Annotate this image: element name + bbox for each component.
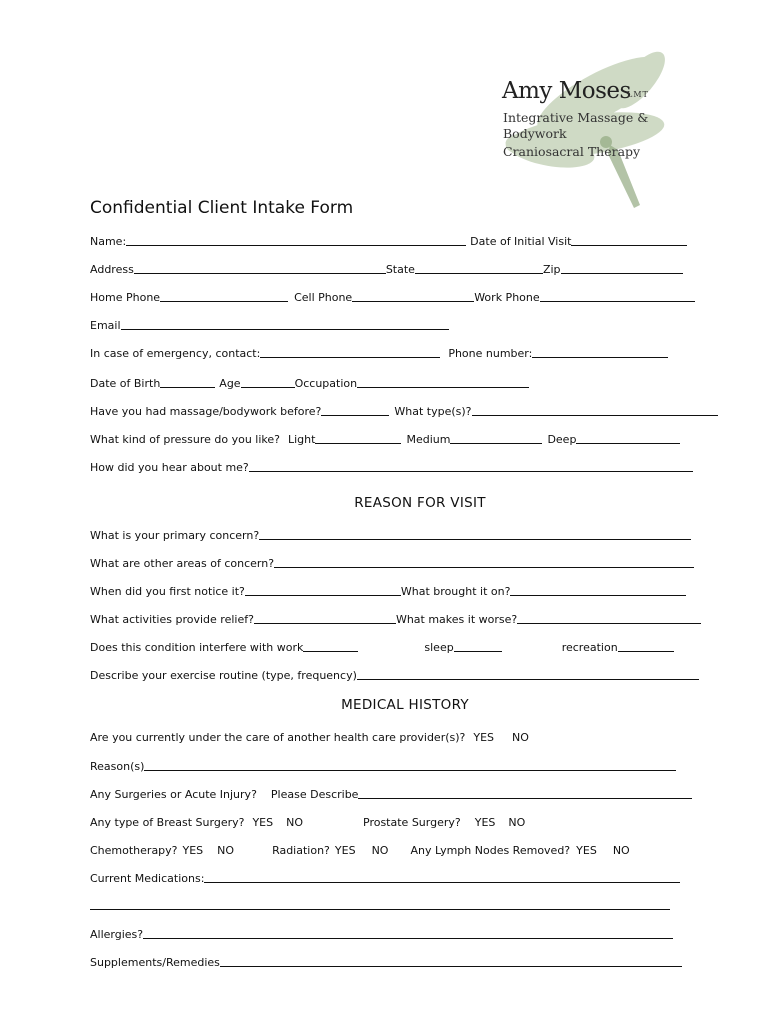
- state-label: State: [385, 263, 415, 276]
- exercise-field[interactable]: [357, 668, 699, 680]
- lymph-nodes-label: Any Lymph Nodes Removed?: [410, 844, 571, 857]
- interfere-work-field[interactable]: [303, 640, 358, 652]
- first-notice-field[interactable]: [245, 584, 401, 596]
- breast-surgery-no[interactable]: NO: [286, 816, 303, 829]
- medium-label: Medium: [406, 433, 451, 446]
- brought-on-label: What brought it on?: [400, 585, 511, 598]
- current-meds-label: Current Medications:: [90, 872, 205, 885]
- row-current-meds: [90, 869, 680, 885]
- business-logo: [490, 50, 690, 215]
- emergency-contact-field[interactable]: [260, 346, 440, 358]
- home-phone-field[interactable]: [160, 290, 288, 302]
- medium-field[interactable]: [450, 432, 542, 444]
- reasons-label: Reason(s): [90, 760, 145, 773]
- brought-on-field[interactable]: [510, 584, 686, 596]
- other-provider-label: Are you currently under the care of another health care provider(s)?: [90, 731, 466, 744]
- zip-field[interactable]: [561, 262, 683, 274]
- exercise-label: Describe your exercise routine (type, frequency): [90, 669, 357, 682]
- row-relief: [90, 610, 701, 626]
- pressure-label: What kind of pressure do you like?: [90, 433, 280, 446]
- deep-label: Deep: [547, 433, 577, 446]
- work-phone-field[interactable]: [540, 290, 695, 302]
- row-supplements: [90, 953, 682, 969]
- worse-label: What makes it worse?: [395, 613, 518, 626]
- row-first-notice: [90, 582, 686, 598]
- interfere-work-label: Does this condition interfere with work: [90, 641, 304, 654]
- medical-history-heading: MEDICAL HISTORY: [341, 697, 469, 713]
- logo-name: Amy Moses: [502, 78, 631, 104]
- age-field[interactable]: [241, 376, 295, 388]
- light-field[interactable]: [315, 432, 401, 444]
- other-provider-no[interactable]: NO: [512, 731, 529, 744]
- sleep-label: sleep: [424, 641, 454, 654]
- current-meds-extra-line[interactable]: [90, 908, 670, 910]
- what-types-field[interactable]: [472, 404, 718, 416]
- supplements-label: Supplements/Remedies: [90, 956, 220, 969]
- row-interfere: [90, 638, 674, 654]
- prostate-surgery-yes[interactable]: YES: [474, 816, 496, 829]
- row-allergies: [90, 925, 673, 941]
- phone-number-label: Phone number:: [448, 347, 533, 360]
- occupation-field[interactable]: [357, 376, 529, 388]
- current-meds-field[interactable]: [204, 871, 680, 883]
- hear-about-label: How did you hear about me?: [90, 461, 249, 474]
- date-initial-visit-field[interactable]: [571, 234, 687, 246]
- radiation-yes[interactable]: YES: [334, 844, 356, 857]
- phone-number-field[interactable]: [532, 346, 668, 358]
- lymph-nodes-no[interactable]: NO: [612, 844, 630, 857]
- relief-label: What activities provide relief?: [90, 613, 254, 626]
- row-pressure: [90, 430, 680, 446]
- surgeries-field[interactable]: [358, 787, 692, 799]
- row-surgeries: [90, 785, 692, 801]
- state-field[interactable]: [415, 262, 543, 274]
- recreation-field[interactable]: [618, 640, 674, 652]
- row-emergency: [90, 344, 668, 360]
- row-address: [90, 260, 683, 276]
- logo-line-1: Integrative Massage &: [503, 110, 649, 125]
- other-areas-label: What are other areas of concern?: [90, 557, 275, 570]
- row-exercise: [90, 666, 699, 682]
- date-initial-visit-label: Date of Initial Visit: [470, 235, 572, 248]
- worse-field[interactable]: [517, 612, 701, 624]
- first-notice-label: When did you first notice it?: [90, 585, 245, 598]
- reasons-field[interactable]: [144, 759, 676, 771]
- chemo-yes[interactable]: YES: [182, 844, 204, 857]
- form-title: Confidential Client Intake Form: [90, 198, 354, 218]
- other-areas-field[interactable]: [274, 556, 694, 568]
- prostate-surgery-label: Prostate Surgery?: [363, 816, 461, 829]
- work-phone-label: Work Phone: [474, 291, 540, 304]
- deep-field[interactable]: [576, 432, 680, 444]
- row-primary-concern: [90, 526, 691, 542]
- relief-field[interactable]: [254, 612, 396, 624]
- lymph-nodes-yes[interactable]: YES: [576, 844, 597, 857]
- chemo-no[interactable]: NO: [217, 844, 235, 857]
- row-name: [90, 232, 687, 248]
- supplements-field[interactable]: [220, 955, 682, 967]
- row-other-provider: [90, 728, 529, 744]
- radiation-label: Radiation?: [272, 844, 330, 857]
- reason-for-visit-heading: REASON FOR VISIT: [354, 495, 486, 511]
- name-field[interactable]: [126, 234, 466, 246]
- row-other-areas: [90, 554, 694, 570]
- primary-concern-label: What is your primary concern?: [90, 529, 260, 542]
- email-label: Email: [90, 319, 121, 332]
- hear-about-field[interactable]: [249, 460, 693, 472]
- allergies-label: Allergies?: [90, 928, 144, 941]
- row-email: [90, 316, 449, 332]
- row-breast-surgery: [90, 813, 525, 829]
- breast-surgery-label: Any type of Breast Surgery?: [90, 816, 245, 829]
- radiation-no[interactable]: NO: [371, 844, 389, 857]
- other-provider-yes[interactable]: YES: [473, 731, 495, 744]
- prostate-surgery-no[interactable]: NO: [508, 816, 526, 829]
- name-label: Name:: [90, 235, 127, 248]
- light-label: Light: [288, 433, 316, 446]
- cell-phone-field[interactable]: [352, 290, 474, 302]
- row-hear-about: [90, 458, 693, 474]
- emergency-contact-label: In case of emergency, contact:: [90, 347, 261, 360]
- allergies-field[interactable]: [143, 927, 673, 939]
- address-label: Address: [90, 263, 134, 276]
- sleep-field[interactable]: [454, 640, 502, 652]
- chemo-label: Chemotherapy?: [90, 844, 178, 857]
- row-chemo: [90, 841, 630, 857]
- row-reasons: [90, 757, 676, 773]
- address-field[interactable]: [134, 262, 386, 274]
- recreation-label: recreation: [561, 641, 618, 654]
- logo-credential: LMT: [627, 90, 649, 99]
- had-massage-label: Have you had massage/bodywork before?: [90, 405, 322, 418]
- age-label: Age: [219, 377, 241, 390]
- email-field[interactable]: [121, 318, 449, 330]
- primary-concern-field[interactable]: [259, 528, 691, 540]
- had-massage-field[interactable]: [321, 404, 389, 416]
- cell-phone-label: Cell Phone: [294, 291, 353, 304]
- row-massage-before: [90, 402, 718, 418]
- row-phones: [90, 288, 695, 304]
- logo-line-2: Bodywork: [503, 126, 567, 141]
- occupation-label: Occupation: [294, 377, 358, 390]
- please-describe-label: Please Describe: [270, 788, 359, 801]
- zip-label: Zip: [542, 263, 561, 276]
- date-of-birth-label: Date of Birth: [90, 377, 161, 390]
- home-phone-label: Home Phone: [90, 291, 161, 304]
- logo-line-3: Craniosacral Therapy: [503, 144, 641, 159]
- surgeries-label: Any Surgeries or Acute Injury?: [90, 788, 257, 801]
- what-types-label: What type(s)?: [394, 405, 472, 418]
- row-dob: [90, 374, 529, 390]
- date-of-birth-field[interactable]: [160, 376, 215, 388]
- breast-surgery-yes[interactable]: YES: [252, 816, 274, 829]
